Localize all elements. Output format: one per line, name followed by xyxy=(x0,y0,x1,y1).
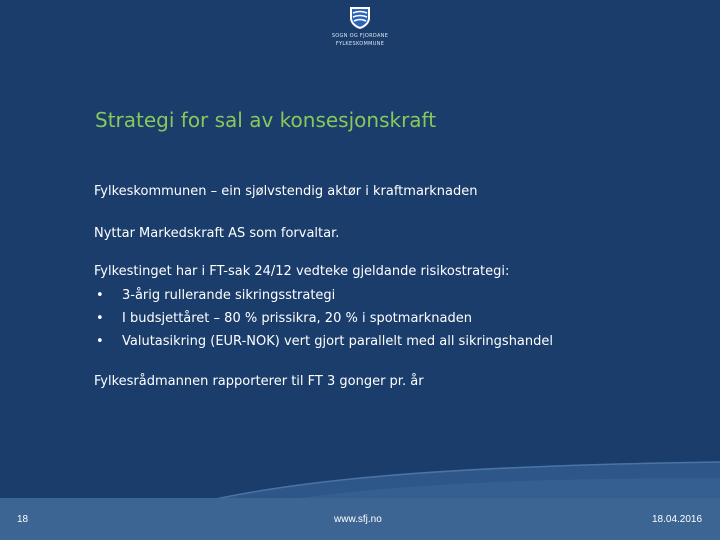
slide-date: 18.04.2016 xyxy=(652,514,703,525)
paragraph-1: Fylkeskommunen – ein sjølvstendig aktør i kraftmarknaden xyxy=(94,184,478,199)
bullet-icon: • xyxy=(96,334,104,349)
bullet-text: 3-årig rullerande sikringsstrategi xyxy=(122,288,336,303)
coat-of-arms-icon xyxy=(349,6,371,30)
paragraph-2: Nyttar Markedskraft AS som forvaltar. xyxy=(94,226,340,241)
website-link[interactable]: www.sfj.no xyxy=(334,514,382,525)
footer-bar xyxy=(0,498,720,540)
bullet-item xyxy=(94,334,553,349)
bullet-icon: • xyxy=(96,311,104,326)
page-number: 18 xyxy=(17,514,29,525)
bullet-text: Valutasikring (EUR-NOK) vert gjort parallelt med all sikringshandel xyxy=(122,334,553,349)
organization-logo xyxy=(328,4,392,48)
bullet-text: I budsjettåret – 80 % prissikra, 20 % i spotmarknaden xyxy=(122,311,472,326)
logo-text-line-2: FYLKESKOMMUNE xyxy=(335,41,385,47)
paragraph-3: Fylkestinget har i FT-sak 24/12 vedteke gjeldande risikostrategi: xyxy=(94,264,510,279)
slide-title: Strategi for sal av konsesjonskraft xyxy=(95,108,437,132)
bullet-item xyxy=(94,311,472,326)
logo-text-line-1: SOGN OG FJORDANE xyxy=(331,33,389,39)
bullet-icon: • xyxy=(96,288,104,303)
closing-paragraph: Fylkesrådmannen rapporterer til FT 3 gonger pr. år xyxy=(94,374,424,389)
bullet-item xyxy=(94,288,335,303)
